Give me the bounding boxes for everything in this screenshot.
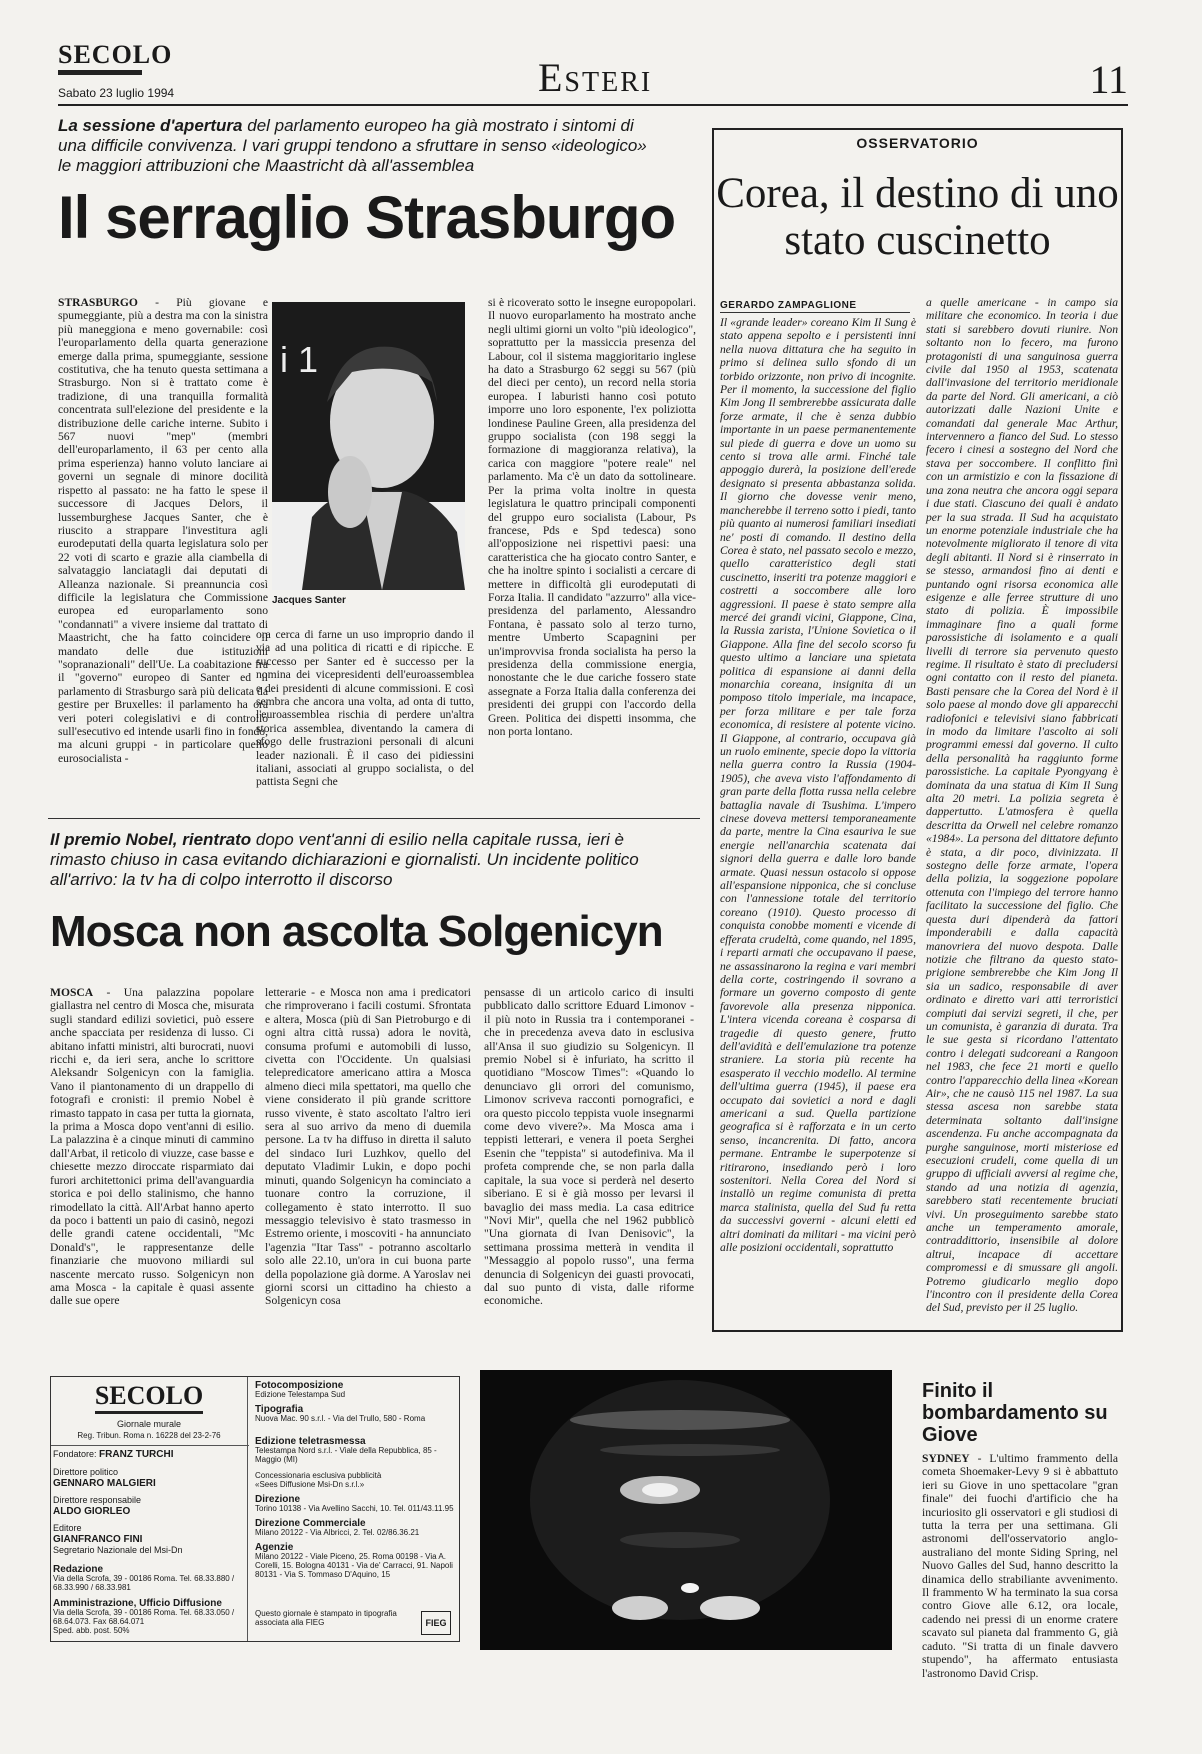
solgenicyn-dateline: MOSCA	[50, 986, 94, 999]
solgenicyn-deck	[50, 830, 640, 890]
colophon-subtitle: Giornale murale	[116, 1419, 182, 1429]
giove-headline: Finito il bombardamento su Giove	[922, 1380, 1108, 1446]
giove-dateline: SYDNEY	[922, 1452, 970, 1465]
edizione-label: Edizione teletrasmessa	[255, 1436, 366, 1447]
tipografia-text: Nuova Mac. 90 s.r.l. - Via del Trullo, 580 - Roma	[255, 1414, 426, 1423]
solgenicyn-col-1	[50, 986, 254, 1344]
colophon-direzione	[255, 1495, 455, 1513]
founder-label: Fondatore:	[53, 1449, 97, 1459]
admin-label: Amministrazione, Ufficio Diffusione	[53, 1598, 222, 1609]
osservatorio-text-1: Il «grande leader» coreano Kim Il Sung è stato appena sepolto e i persistenti inni nella nuova dittatura che ha seguito in primo si delinea sullo sfondo di un torbido orizzonte, non privo di incognite. Per il momento, la successione del figlio Kim Jong Il sembrerebbe assicurata dalle forze armate, il che è senza dubbio importante in un paese permanentemente sul piede di guerra e dove un uomo su cento si trova alle armi. Finché tale appoggio durerà, la posizione dell'erede designato si presenta abbastanza solida. Il giorno che dovesse venir meno, mancherebbe il terreno sotto i piedi, tanto più quanto ai numerosi familiari insediati ne' posti di comando. Il destino della Corea è stato, nel passato secolo e mezzo, quello caratteristico degli stati cuscinetto, inseriti tra potenze maggiori e costretti a soccombere alle loro aggressioni. Il paese è stato sempre alla mercé dei grandi vicini, Giappone, Cina, la Russia zarista, l'Unione Sovietica o il Giappone. Alla fine del secolo scorso fu questo ultimo a lanciare una spietata politica di espansione ai danni della monarchia coreana, insignita di un pomposo titolo imperiale, ma incapace, per forza militare e per tale forza economica, di resistere al potente vicino. Il Giappone, al contrario, occupava già un ruolo eminente, specie dopo la vittoria nella guerra contro la Russia (1904-1905), che aveva visto l'affondamento di gran parte della flotta russa nella celebre battaglia navale di Tsushima. L'impero cinese doveva mettersi temporaneamente da parte, mentre la Cina esauriva le sue energie nell'anarchia scatenata dai signori della guerra e dalle loro bande armate. Quasi nessun ostacolo si oppose all'espansione nipponica, che si concluse con l'annessione totale del territorio coreano (1910). Questo processo di conquista conobbe momenti e vicende di efferata crudeltà, come quando, nel 1895, i reparti armati che occupavano il paese, ne assassinarono la regina e vari membri della corte, costringendo il sovrano a formare un governo composto di gente favorevole alla presenza nipponica. L'intera vicenda coreana è cosparsa di tragedie di questo genere, frutto dell'avidità e dell'emulazione tra potenze straniere. La storia più recente ha esasperato il vecchio modello. Al termine dell'ultima guerra (1945), il paese era occupato dai sovietici a nord e dagli americani a sud. Quella partizione geografica si è rafforzata e in un certo senso, incancrenita. Di fatto, ancora permane. Entrambe le superpotenze si ritirarono, insediando però i loro sostenitori. Nella Corea del Nord si installò un regime comunista di pretta marca stalinista, quella del Sud fu retta da successivi governi - alcuni eletti ed altri dominati da militari - ma vicini però alle posizioni occidentali, soprattutto	[720, 316, 916, 1255]
jupiter-photo	[480, 1370, 892, 1650]
deck-lead: La sessione d'apertura	[58, 116, 243, 135]
direzione-label: Direzione	[255, 1494, 301, 1505]
solgenicyn-text-2: letterarie - e Mosca non ama i predicatori che rimproverano i facili costumi. Sfrontata e altera, Mosca (più di San Pietroburgo e di ogni altra città russa) adora le novità, consuma profumi e automobili di lusso, civetta con l'Occidente. Un qualsiasi telepredicatore americano attira a Mosca almeno dieci mila spettatori, ma quello che viene considerato il più grande scrittore russo vivente, è stato ascoltato l'altro ieri sera al suo arrivo da meno di duemila persone. La tv ha diffuso in diretta il saluto del sindaco Iuri Luzhkov, quello del deputato Vladimir Lukin, e dopo pochi minuti, quando Solgenicyn ha cominciato a tuonare contro la corruzione, il collegamento è stato interrotto. Il suo messaggio televisivo è stato trasmesso in Estremo oriente, i moscoviti - ha annunciato l'agenzia "Itar Tass" - potranno ascoltarlo solo alle 22.10, un'ora in cui buona parte della popolazione già dorme. A Yaroslav nei giorni scorsi un cittadino ha chiesto a Solgenicyn cosa	[265, 986, 471, 1308]
colophon-logo-bar	[95, 1411, 203, 1414]
redazione-text: Via della Scrofa, 39 - 00186 Roma. Tel. 68.33.880 / 68.33.990 / 68.33.981	[53, 1574, 235, 1592]
page-number: 11	[1089, 57, 1128, 102]
deck-text: dopo vent'anni di esilio nella capitale russa, ieri è rimasto chiuso in casa evitando dichiarazioni e giornalisti. Un incidente politico all'arrivo: la tv ha di colpo interrotto il discorso	[50, 830, 639, 889]
publisher-role: Segretario Nazionale del Msi-Dn	[53, 1545, 183, 1555]
direzione-commerciale-label: Direzione Commerciale	[255, 1518, 366, 1529]
santer-portrait	[272, 302, 465, 590]
logo-underline	[58, 70, 142, 75]
political-director-label: Direttore politico	[53, 1467, 119, 1477]
admin-text: Via della Scrofa, 39 - 00186 Roma. Tel. 68.33.050 / 68.64.073. Fax 68.64.071	[53, 1608, 235, 1626]
masthead	[58, 40, 1128, 106]
section-title: Esteri	[538, 55, 653, 100]
santer-photo	[272, 302, 465, 590]
spedizione-text: Sped. abb. post. 50%	[53, 1626, 130, 1635]
colophon-admin	[53, 1599, 245, 1635]
strasburgo-text-1: - Più giovane e spumeggiante, più a destra ma con la sinistra più maneggiona e meno governabile: così l'europarlamento della quarta generazione emerge dalla prima, spumeggiante, sessione costitutiva, che ha tenuto questa settimana a Strasburgo. Non si è trattato come è tradizione, di una tranquilla formalità concentrata sull'elezione del presidente e la distribuzione delle cariche interne. Subito i 567 nuovi "mep" (membri dell'europarlamento, il 63 per cento alla prima esperienza) hanno voluto lanciare ai governi un segnale di minore docilità rispetto al passato: ne ha fatto le spese il successore di Jacques Delors, il lussemburghese Jacques Santer, che è riuscito a strappare l'investitura agli eurodeputati della quarta legislatura solo per 22 voti di scarto e grazie alla ciambella di salvataggio lanciatagli dai deputati di Alleanza nazionale. Si preannuncia così difficile la legislatura che Commissione europea ed europarlamento sono "condannati" a vivere insieme dal trattato di Maastricht, che ha fatto coincidere il mandato delle due istituzioni "sopranazionali" dell'Ue. La coabitazione fra il "governo" europeo di Santer ed il parlamento di Strasburgo sarà più delicata da gestire per Bruxelles: il parlamento ha ora veri poteri colegislativi e di controllo sull'esecutivo ed intende usarli fino in fondo, ma alcuni gruppi - in particolare quello eurosocialista -	[58, 296, 268, 765]
strasburgo-col-2	[256, 628, 474, 808]
colophon-right	[251, 1377, 457, 1641]
osservatorio-col-2	[926, 296, 1118, 1316]
background-letters: i 1	[280, 339, 319, 380]
strasburgo-deck	[58, 116, 648, 176]
fotocomposizione-label: Fotocomposizione	[255, 1380, 344, 1391]
colophon-agenzie	[255, 1543, 455, 1579]
publisher-label: Editore	[53, 1523, 82, 1533]
political-director-name: GENNARO MALGIERI	[53, 1478, 156, 1489]
direzione-commerciale-text: Milano 20122 - Via Albricci, 2. Tel. 02/86.36.21	[255, 1528, 420, 1537]
pubblicita-label: Concessionaria esclusiva pubblicità	[255, 1471, 382, 1480]
solgenicyn-col-2	[265, 986, 471, 1344]
solgenicyn-text-1: - Una palazzina popolare giallastra nel centro di Mosca che, misurata sugli standard edilizi sovietici, può essere anche spacciata per residenza di lusso. Ci abitano infatti ministri, alti burocrati, nuovi ricchi e, da ieri sera, anche lo scrittore Aleksandr Solgenicyn con la famiglia. Vano il piantonamento di un drappello di fotografi e cronisti: il premio Nobel è rimasto tappato in casa per tutta la giornata, la prima a Mosca dopo vent'anni di esilio. La palazzina è a cinque minuti di cammino dall'Arbat, il reticolo di viuzze, case basse e chiesette mezzo diroccate risparmiato dai furori architettonici prima dell'avanguardia storica e poi dello stalinismo, che hanno rimodellato la città. All'Arbat hanno aperto da poco i battenti un paio di casinò, negozi delle grandi catene occidentali, "Mc Donald's", le rappresentanze delle finanziarie che muovono miliardi sul nascente mercato russo. Solgenicyn non ama Mosca - la capitale è quasi assente dalle sue opere	[50, 986, 254, 1308]
deck-lead: Il premio Nobel, rientrato	[50, 830, 252, 849]
issue-date: Sabato 23 luglio 1994	[58, 86, 175, 100]
colophon-edizione	[255, 1437, 455, 1464]
byline-rule	[720, 312, 910, 313]
osservatorio-text-2: a quelle americane - in campo sia militare che economico. In teoria i due stati si sarebbero dovuti riunire. Non soltanto non lo fecero, ma furono protagonisti di una sanguinosa guerra civile dal 1950 al 1953, scatenata dall'invasione del territorio meridionale da parte del Nord. Gli americani, a ciò autorizzati dalle Nazioni Unite e comandati dal generale Mac Arthur, intervennero a fianco del Sud. Lo stesso fecero i cinesi a sostegno del Nord che stava per soccombere. Il conflitto finì con un armistizio e con la fissazione di una zona neutra che ancora oggi separa i due stati. Ciascuno dei quali è andato per la sua strada. Il Sud ha acquistato un enorme potenziale industriale che ha notevolmente migliorato il tenore di vita degli abitanti. Il Nord si è rinserrato in se stesso, armandosi fino ai denti e puntando ogni risorsa economica alle esigenze e alle ferree strutture di uno stato di polizia. È impossibile immaginare fino a quali forme parossistiche di isolamento e a quali livelli di terrore sia pervenuto questo regime. Il risultato è stato di precludersi ogni contatto con il resto del pianeta. Basti pensare che la Corea del Nord è il solo paese al mondo dove gli apparecchi radiofonici e televisivi siano fabbricati in modo da limitare l'ascolto ai soli programmi emessi dal governo. Il culto della personalità ha raggiunto forme parossistiche. La capitale Pyongyang è dominata da una statua di Kim Il Sung alta 20 metri. La polizia segreta è dappertutto. L'atmosfera è quella descritta da Orwell nel celebre romanzo «1984». La persona del dittatore defunto è stata, a dir poco, divinizzata. Il sostegno delle forze armate, l'opera della polizia, la soggezione popolare ottenuta con l'impiego del terrore hanno facilitato la successione del figlio. Che questa duri dipenderà da fattori imponderabili e dalla capacità manovriera del nuovo despota. Dalle notizie che filtrano da questo stato-prigione sembrerebbe che Kim Jong Il sia un sadico, responsabile di aver ordinato e diretto vari atti terroristici compiuti dai servizi segreti, il che, per un comunista, è garanzia di durata. Tra le sue gesta si ricordano l'attentato contro i delegati sudcoreani a Rangoon nel 1983, che fece 21 morti e quello contro l'apparecchio della linea «Korean Air», che ne causò 115 nel 1987. La sua stessa ascesa non sarebbe stata determinata soltanto dall'insigne ascendenza. Fu anche accompagnata da purghe sanguinose, morti misteriose ed esecuzioni crudeli, come quella di un gruppo di ufficiali avversi al regime che, stando ad una notizia di agenzia, sarebbero stati recentemente bruciati vivi. Un proseguimento sarebbe stato anche un temperamento amorale, contraddittorio, insensibile al dolore altrui, incapace di accettare compromessi e di smussare gli angoli. Potremo giudicarlo meglio dopo l'incontro con il presidente della Corea del Sud, previsto per il 25 luglio.	[926, 296, 1118, 1315]
giove-col	[922, 1452, 1118, 1680]
osservatorio-col-1	[720, 316, 916, 1316]
solgenicyn-headline: Mosca non ascolta Solgenicyn	[50, 907, 663, 956]
colophon-fotocomposizione	[255, 1381, 455, 1399]
santer-caption: Jacques Santer	[272, 595, 346, 606]
colophon-political-director	[53, 1467, 245, 1489]
strasburgo-headline: Il serraglio Strasburgo	[58, 184, 676, 251]
responsible-director-label: Direttore responsabile	[53, 1495, 142, 1505]
fotocomposizione-text: Edizione Telestampa Sud	[255, 1390, 346, 1399]
agenzie-text: Milano 20122 - Viale Piceno, 25. Roma 00198 - Via A. Corelli, 15. Bologna 40131 - Via de' Carracci, 91. Napoli 80131 - Via S. Tommaso D'Aquino, 15	[255, 1552, 453, 1579]
tipografia-label: Tipografia	[255, 1404, 304, 1415]
osservatorio-headline: Corea, il destino di uno stato cuscinetto	[716, 170, 1119, 264]
responsible-director-name: ALDO GIORLEO	[53, 1506, 131, 1517]
redazione-label: Redazione	[53, 1564, 104, 1575]
solgenicyn-col-3	[484, 986, 694, 1344]
strasburgo-dateline: STRASBURGO	[58, 296, 138, 309]
article-divider	[48, 818, 700, 819]
pubblicita-text: «Sees Diffusione Msi-Dn s.r.l.»	[255, 1480, 365, 1489]
solgenicyn-text-3: pensasse di un articolo carico di insulti pubblicato dallo scrittore Eduard Limonov - il più noto in Russia tra i contemporanei - che in precedenza aveva dato in esclusiva all'Ansa il suo giudizio su Solgenicyn. Il premio Nobel si è infuriato, ha scritto il quotidiano "Moscow Times": «Quando lo denunciavo gli orrori del comunismo, Limonov scriveva racconti pornografici, e ora questo piccolo teppista vuole insegnarmi come devo vivere?». Ma Mosca ama i teppisti letterari, e venera il poeta Serghei Esenin che "teppista" si autodefiniva. Ma il profeta comprende che, se non parla dalla capitale, la sua voce si perderà nel deserto siberiano. E si è già mosso per levarsi il bavaglio dei mass media. La casa editrice "Novi Mir", quella che nel 1962 pubblicò "Una giornata di Ivan Denisovic", la settimana prossima metterà in vendita il "Messaggio al popolo russo", una ferma denuncia di Solgenicyn dei guasti provocati, dal suo punto di vista, dalle riforme economiche.	[484, 986, 694, 1308]
publisher-name: GIANFRANCO FINI	[53, 1534, 143, 1545]
colophon-left	[51, 1377, 248, 1641]
edizione-text: Telestampa Nord s.r.l. - Viale della Repubblica, 85 - Maggio (MI)	[255, 1446, 437, 1464]
strasburgo-text-3: si è ricoverato sotto le insegne europopolari. Il nuovo europarlamento ha mostrato anche negli ultimi giorni un volto "più ideologico", soprattutto per la massiccia presenza del Labour, col il sistema maggioritario inglese ha dato a Strasburgo 62 seggi su 567 (più del dieci per cento), un record nella storia europea. I laburisti hanno così potuto imporre uno loro esponente, l'ex poliziotta londinese Pauline Green, alla presidenza del gruppo socialista (con 198 seggi la formazione di maggioranza relativa), la carica con maggiore "potere reale" nel parlamento. Ma c'è un dato da sottolineare. Per la prima volta inoltre in questa legislatura le quattro principali componenti del gruppo euro socialista (Labour, Ps francese, Pds e Spd tedesca) sono all'opposizione nei rispettivi paesi: una caratteristica che ha giocato contro Santer, e che ha inoltre spinto i socialisti a cercare di mettere in difficoltà gli eurodeputati di Forza Italia. Il candidato "azzurro" alla vice-presidenza del parlamento, Alessandro Fontana, è passato solo al terzo turno, mentre Umberto Scapagnini per un'improvvisa fronda socialista ha perso la presidenza della commissione energia, nonostante che le due cariche fossero state assegnate a Forza Italia dalla conferenza dei presidenti dei gruppi con l'accordo della Green. Politica dei dispetti insomma, che non porta lontano.	[488, 296, 696, 738]
colophon-note: Questo giornale è stampato in tipografia associata alla FIEG	[255, 1609, 397, 1627]
direzione-text: Torino 10138 - Via Avellino Sacchi, 10. Tel. 011/43.11.95	[255, 1504, 454, 1513]
colophon-founder	[51, 1445, 249, 1460]
giove-text: - L'ultimo frammento della cometa Shoemaker-Levy 9 si è abbattuto ieri su Giove in uno spettacolare "gran finale" dei fuochi d'artificio che ha incuriosito gli osservatori e gli studiosi di tutta la terra per una settimana. Gli astronomi dell'osservatorio anglo-australiano del monte Siding Spring, nel Nuovo Galles del Sud, hanno descritto la dinamica dello strabiliante avvenimento. Il frammento W ha terminato la sua corsa contro Giove alle 6.12, ora locale, cadendo nei pressi di un enorme cratere scavato sul pianeta dal frammento G, già caduto. "Si tratta di un finale davvero stupendo", ha affermato entusiasta l'astronomo David Crisp.	[922, 1452, 1118, 1680]
secolo-logo: SECOLO	[58, 40, 173, 69]
osservatorio-byline: GERARDO ZAMPAGLIONE	[720, 300, 857, 311]
strasburgo-col-3	[488, 296, 696, 808]
fieg-logo: FIEG	[421, 1611, 451, 1635]
jupiter-image	[480, 1370, 892, 1650]
colophon-direzione-commerciale	[255, 1519, 455, 1537]
agenzie-label: Agenzie	[255, 1542, 294, 1553]
deck-text: del parlamento europeo ha già mostrato i sintomi di una difficile convivenza. I vari gruppi tendono a sfruttare in senso «ideologico» le maggiori attribuzioni che Maastricht dà all'assemblea	[58, 116, 647, 175]
strasburgo-text-2: ora cerca di farne un uso improprio dando il via ad una politica di ricatti e di ripicche. E successo per Santer ed è successo per la nomina dei vicepresidenti dell'euroassemblea e dei presidenti di alcune commissioni. E così sembra che ancora una volta, ad onta di tutto, l'euroassemblea rischia di perdere un'altra storica assemblea, diventando la camera di sfogo delle frustrazioni personali di alcuni leader nazionali. È il caso dei pidiessini italiani, associati al gruppo socialista, o del pattista Segni che	[256, 628, 474, 789]
colophon-pubblicita	[255, 1471, 455, 1489]
colophon-redazione	[53, 1565, 245, 1592]
colophon-logo: SECOLO	[94, 1381, 204, 1410]
colophon-publisher	[53, 1523, 245, 1556]
osservatorio-label: OSSERVATORIO	[856, 135, 979, 151]
strasburgo-col-1	[58, 296, 268, 808]
founder-name: FRANZ TURCHI	[99, 1449, 174, 1460]
colophon-tipografia	[255, 1405, 455, 1423]
colophon-responsible-director	[53, 1495, 245, 1517]
colophon-box	[50, 1376, 460, 1642]
colophon-registration: Reg. Tribun. Roma n. 16228 del 23-2-76	[77, 1431, 221, 1440]
